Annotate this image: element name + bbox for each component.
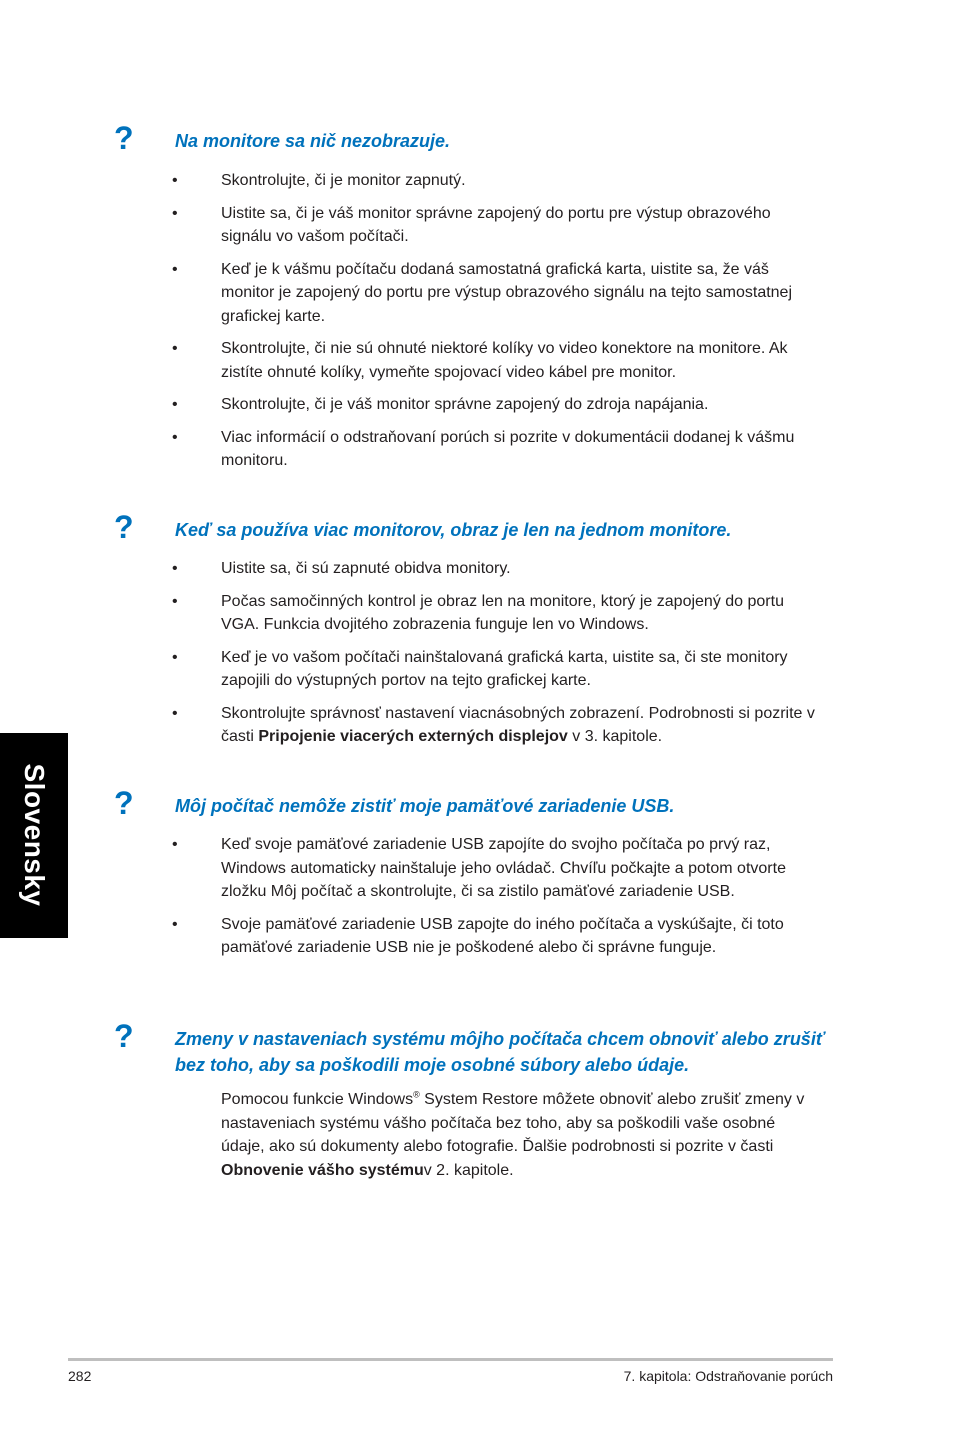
list-item (0, 646, 954, 693)
bullet: • (172, 704, 178, 722)
bullet: • (172, 915, 178, 933)
list-item-text: Počas samočinných kontrol je obraz len na monitore, ktorý je zapojený do portu VGA. Funkcia dvojitého zobrazenia funguje len vo Windows. (221, 592, 784, 633)
answer-list (0, 833, 954, 969)
list-item (0, 202, 954, 249)
list-item-text: Keď svoje pamäťové zariadenie USB zapojíte do svojho počítača po prvý raz, Windows automaticky nainštaluje jeho ovládač. Chvíľu počkajte a potom otvorte zložku Môj počítač a skontrolujte, či sa zistilo pamäťové zariadenie USB. (221, 836, 786, 900)
bullet: • (172, 340, 178, 357)
question-mark-icon: ? (114, 1018, 134, 1054)
list-item-text: Skontrolujte, či je monitor zapnutý. (221, 172, 466, 189)
answer-list (0, 169, 954, 482)
text-run: v 3. kapitole. (567, 728, 663, 745)
cross-reference: Pripojenie viacerých externých displejov (258, 728, 568, 745)
list-item-text: Uistite sa, či sú zapnuté obidva monitory. (221, 560, 511, 577)
language-label: Slovensky (19, 763, 50, 907)
question-title: Zmeny v nastaveniach systému môjho počítača chcem obnoviť alebo zrušiť bez toho, aby sa poškodili moje osobné súbory alebo údaje. (175, 1029, 825, 1075)
bullet: • (172, 260, 178, 278)
question-mark-icon: ? (114, 785, 134, 821)
question-title: Na monitore sa nič nezobrazuje. (175, 131, 451, 151)
bullet: • (172, 204, 178, 222)
question-title: Môj počítač nemôže zistiť moje pamäťové zariadenie USB. (175, 796, 675, 816)
registered-mark: ® (413, 1089, 420, 1100)
list-item-text: Svoje pamäťové zariadenie USB zapojte do iného počítača a vyskúšajte, či toto pamäťové zariadenie USB nie je poškodené alebo či správne funguje. (221, 915, 784, 956)
text-run: Skontrolujte správnosť nastavení viacnásobných zobrazení. Podrobnosti si pozrite v časti (221, 704, 815, 745)
list-item (0, 426, 954, 473)
list-item-text: Skontrolujte, či je váš monitor správne zapojený do zdroja napájania. (221, 396, 709, 413)
list-item-text: Keď je vo vašom počítači nainštalovaná grafická karta, uistite sa, či ste monitory zapojili do výstupných portov na tejto grafickej karte. (221, 648, 788, 689)
answer-list (0, 557, 954, 758)
list-item (0, 258, 954, 329)
text-run: Pomocou funkcie Windows (221, 1091, 414, 1108)
chapter-title: 7. kapitola: Odstraňovanie porúch (623, 1368, 833, 1384)
list-item (0, 913, 954, 960)
question-title: Keď sa používa viac monitorov, obraz je len na jednom monitore. (175, 520, 732, 540)
question-mark-icon: ? (114, 120, 134, 156)
list-item (0, 702, 954, 749)
list-item (0, 337, 954, 384)
list-item (0, 557, 954, 581)
bullet: • (172, 428, 178, 446)
bullet: • (172, 648, 178, 666)
list-item-text: Keď je k vášmu počítaču dodaná samostatná grafická karta, uistite sa, že váš monitor je zapojený do portu pre výstup obrazového signálu na tejto samostatnej grafickej karte. (221, 260, 793, 325)
answer-paragraph (221, 1088, 821, 1182)
cross-reference: Obnovenie vášho systému (221, 1161, 424, 1179)
question-mark-icon: ? (114, 509, 134, 545)
bullet: • (172, 396, 178, 413)
list-item (0, 590, 954, 637)
bullet: • (172, 172, 178, 189)
list-item-text: Viac informácií o odstraňovaní porúch si pozrite v dokumentácii dodanej k vášmu monitoru. (221, 428, 795, 469)
list-item (0, 833, 954, 904)
bullet: • (172, 560, 178, 577)
text-run: v 2. kapitole. (423, 1161, 514, 1179)
page-number: 282 (68, 1368, 92, 1384)
list-item-text: Uistite sa, či je váš monitor správne zapojený do portu pre výstup obrazového signálu vo vašom počítači. (221, 204, 771, 245)
bullet: • (172, 836, 178, 853)
footer-divider (68, 1358, 833, 1361)
list-item (0, 393, 954, 417)
list-item-text (221, 702, 821, 749)
text-run: System Restore môžete obnoviť alebo zrušiť zmeny v nastaveniach systému vášho počítača bez toho, aby sa poškodili vaše osobné údaje, ako sú dokumenty alebo fotografie. Ďalšie podrobnosti si pozrite v časti (221, 1091, 805, 1155)
list-item (0, 169, 954, 193)
list-item-text: Skontrolujte, či nie sú ohnuté niektoré kolíky vo video konektore na monitore. Ak zistíte ohnuté kolíky, vymeňte spojovací video kábel pre monitor. (221, 340, 788, 381)
bullet: • (172, 592, 178, 610)
